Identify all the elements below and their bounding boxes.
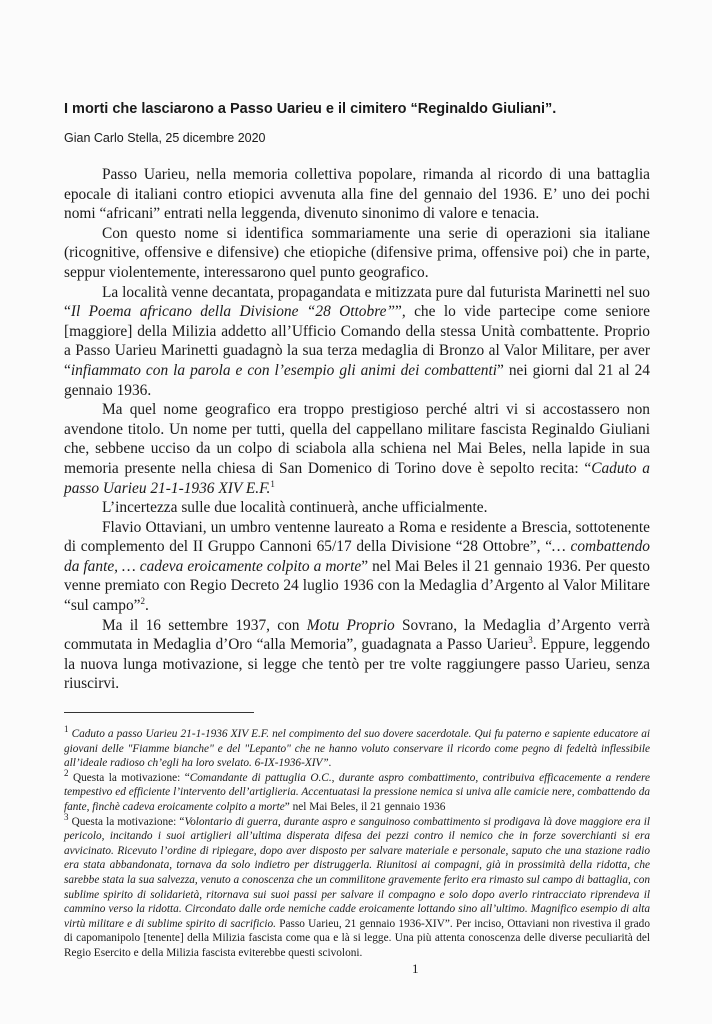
quotation: infiammato con la parola e con l’esempio gli animi dei combattenti <box>70 361 498 379</box>
footnote-ref-3[interactable]: 3 <box>528 635 533 646</box>
paragraph-1: Passo Uarieu, nella memoria collettiva popolare, rimanda al ricordo di una battaglia epocale di italiani contro etiopici avvenuta alla fine del gennaio del 1936. E’ uno dei pochi nomi “africani” entrati nella leggenda, divenuto sinonimo di valore e tenacia. <box>64 166 650 223</box>
page-number: 1 <box>412 961 419 976</box>
paragraph-4 <box>64 400 650 498</box>
footnote-3 <box>64 811 650 961</box>
footnote-ref-2[interactable]: 2 <box>140 595 145 606</box>
paragraph-6-text: ” nel Mai Beles il 21 gennaio 1936. Per questo venne premiato con Regio Decreto 24 luglio 1936 con la Medaglia d’Argento al Valor Militare “sul campo” <box>64 557 650 615</box>
footnote-number: 1 <box>64 724 69 735</box>
book-title: Il Poema africano della Divisione “28 Ottobre” <box>70 303 396 321</box>
motu-proprio: Motu Proprio <box>306 616 395 634</box>
inscription-quote: Caduto a passo Uarieu 21-1-1936 XIV E.F. <box>64 459 650 497</box>
footnote-text: Caduto a passo Uarieu 21-1-1936 XIV E.F. nel compimento del suo dovere sacerdotale. Qui fu paterno e sapiente educatore ai giovani delle "Fiamme bianche" e del "Lepanto" che ne hanno voluto conservare il ricordo come pegno di fedeltà inflessibile all’ideale radioso ch’egli ha loro svelato. 6-IX-1936-XIV”. <box>64 728 651 770</box>
footnote-separator <box>64 712 254 713</box>
paragraph-7-text: Ma il 16 settembre 1937, con <box>102 616 307 634</box>
footnote-number: 3 <box>64 811 69 822</box>
paragraph-2: Con questo nome si identifica sommariamente una serie di operazioni sia italiane (ricognitive, offensive e difensive) che etiopiche (difensive prima, offensive poi) che in parte, seppur violentemente, interessarono quel punto geografico. <box>64 224 650 281</box>
footnote-ref-1[interactable]: 1 <box>270 478 275 489</box>
footnote-quote: Comandante di pattuglia O.C., durante aspro combattimento, contribuiva efficacemente a rendere tempestivo ed efficiente l’intervento dell’artiglieria. Accentuatasi la pressione nemica si univa alle camicie nere, combattendo da fante, finchè cadeva eroicamente colpito a morte <box>64 771 651 813</box>
paragraph-6 <box>64 518 650 616</box>
paragraph-7 <box>64 616 650 694</box>
footnote-1 <box>64 724 651 771</box>
paragraph-6-text: . <box>145 597 149 615</box>
paragraph-7-text: . Eppure, leggendo la nuova lunga motivazione, si legge che tentò per tre volte raggiungere passo Uarieu, senza riuscirvi. <box>64 636 650 693</box>
paragraph-3-text: ”, che lo vide partecipe come seniore [maggiore] della Milizia addetto all’Ufficio Comando della stessa Unità combattente. Proprio a Passo Uarieu Marinetti guadagnò la sua terza medaglia di Bronzo al Valor Militare, per aver “ <box>64 303 650 379</box>
footnote-text: ” nel Mai Beles, il 21 gennaio 1936 <box>284 800 446 813</box>
article-body <box>64 165 650 694</box>
paragraph-6-text: Flavio Ottaviani, un umbro ventenne laureato a Roma e residente a Brescia, sottotenente di complemento del II Gruppo Cannoni 65/17 della Divisione “28 Ottobre”, “ <box>64 518 650 556</box>
footnote-quote: Volontario di guerra, durante aspro e sanguinoso combattimento si prodigava là dove maggiore era il pericolo, incitando i suoi artiglieri all’ultima disperata difesa dei pezzi contro il nemico che in forze soverchianti si era avvicinato. Ricevuto l’ordine di ripiegare, dopo aver disposto per salvare materiale e personale, saputo che una stazione radio era stata abbandonata, tornava da solo indietro per distruggerla. Riunitosi ai compagni, già in prossimità della ridotta, che sarebbe stata la sua salvezza, venuto a conoscenza che un commilitone gravemente ferito era rimasto sul campo di battaglia, con sublime spirito di solidarietà, ritornava sui suoi passi per salvare il compagno e solo dopo averlo rintracciato riprendeva il cammino verso la ridotta. Circondato dalle orde nemiche cadde eroicamente lottando sino all’ultimo. Magnifico esempio di alta virtù militare e di sublime spirito di sacrificio. <box>64 815 650 930</box>
paragraph-5: L’incertezza sulle due località continuerà, anche ufficialmente. <box>102 499 488 517</box>
paragraph-3 <box>64 283 650 401</box>
article-title: I morti che lasciarono a Passo Uarieu e il cimitero “Reginaldo Giuliani”. <box>64 101 557 117</box>
footnotes <box>64 724 651 961</box>
citation-quote: … combattendo da fante, … cadeva eroicamente colpito a morte <box>64 538 650 575</box>
footnote-text: Questa la motivazione: “ <box>71 815 185 828</box>
footnote-2 <box>64 768 651 815</box>
paragraph-7-text: Sovrano, la Medaglia d’Argento verrà commutata in Medaglia d’Oro “alla Memoria”, guadagnata a Passo Uarieu <box>64 616 650 654</box>
paragraph-4-text: Ma quel nome geografico era troppo prestigioso perché altri vi si accostassero non avendone titolo. Un nome per tutti, quella del cappellano militare fascista Reginaldo Giuliani che, sebbene ucciso da un colpo di sciabola alla schiena nel Mai Beles, nella lapide in sua memoria presente nella chiesa di San Domenico di Torino dove è sepolto recita: “ <box>64 401 650 477</box>
paragraph-3-text: La località venne decantata, propagandata e mitizzata pure dal futurista Marinetti nel suo “ <box>64 283 650 321</box>
footnote-number: 2 <box>64 768 69 779</box>
footnote-text: Questa la motivazione: “ <box>72 771 190 784</box>
byline: Gian Carlo Stella, 25 dicembre 2020 <box>64 131 266 145</box>
paragraph-3-text: ” nei giorni dal 21 al 24 gennaio 1936. <box>64 361 650 399</box>
footnote-text: Passo Uarieu, 21 gennaio 1936-XIV”. Per inciso, Ottaviani non rivestiva il grado di capomanipolo [tenente] della Milizia fascista come qua e là si legge. Una più attenta conoscenza delle diverse peculiarità del Regio Esercito e della Milizia fascista eviterebbe questi scivoloni. <box>64 917 650 959</box>
